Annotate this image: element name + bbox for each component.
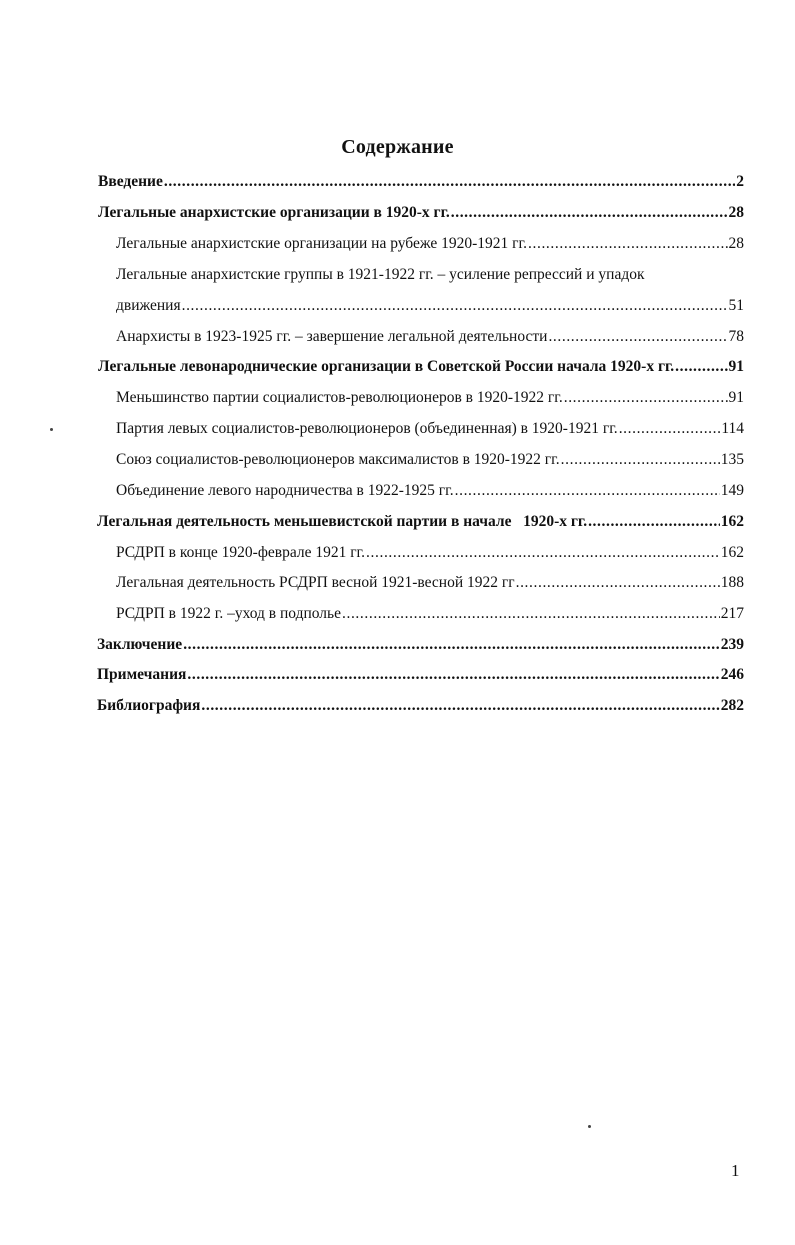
- leader-dots: [619, 419, 721, 439]
- leader-dots: [516, 573, 720, 593]
- leader-dots: [342, 604, 720, 624]
- toc-entry-page: 2: [736, 173, 744, 190]
- leader-dots: [164, 172, 735, 192]
- leader-dots: [564, 388, 728, 408]
- leader-dots: [675, 357, 727, 377]
- toc-entry-conclusion[interactable]: [97, 635, 744, 655]
- toc-subentry-anarchist-1923-1925[interactable]: [116, 327, 744, 347]
- toc-entry-page: 28: [728, 235, 744, 252]
- leader-dots: [455, 481, 720, 501]
- toc-subentry-rsdrp-1922[interactable]: [116, 604, 744, 624]
- toc-subentry-sr-minority[interactable]: [116, 388, 744, 408]
- page-number: 1: [731, 1161, 740, 1180]
- toc-subentry-anarchist-1920-1921[interactable]: [116, 234, 744, 254]
- toc-entry-label: Легальная деятельность меньшевистской партии в начале 1920-х гг.: [97, 513, 588, 530]
- toc-entry-bibliography[interactable]: [97, 696, 744, 716]
- toc-subentry-rsdrp-legal-activity[interactable]: [116, 573, 744, 593]
- toc-entry-label: Заключение: [97, 636, 183, 653]
- leader-dots: [548, 327, 727, 347]
- toc-entry-label: Объединение левого народничества в 1922-1925 гг.: [116, 482, 454, 499]
- leader-dots: [201, 696, 719, 716]
- toc-entry-page: 78: [728, 328, 744, 345]
- toc-entry-anarchist-orgs[interactable]: [98, 203, 744, 223]
- toc-entry-page: 217: [720, 605, 744, 622]
- toc-entry-label: движения: [116, 297, 181, 314]
- toc-entry-page: 51: [728, 297, 744, 314]
- leader-dots: [588, 512, 720, 532]
- toc-entry-label: Союз социалистов-революционеров максималистов в 1920-1922 гг.: [116, 451, 560, 468]
- leader-dots: [528, 234, 727, 254]
- toc-entry-page: 162: [720, 544, 744, 561]
- leader-dots: [561, 450, 720, 470]
- toc-entry-label: Введение: [98, 173, 163, 190]
- toc-entry-page: 114: [721, 420, 744, 437]
- toc-subentry-anarchist-1921-1922[interactable]: [116, 296, 744, 316]
- toc-entry-label: Библиография: [97, 697, 201, 714]
- toc-entry-label: Легальные анархистские организации на рубеже 1920-1921 гг.: [116, 235, 528, 252]
- toc-entry-label: РСДРП в 1922 г. –уход в подполье: [116, 605, 341, 622]
- toc-entry-label: Меньшинство партии социалистов-революционеров в 1920-1922 гг.: [116, 389, 563, 406]
- toc-subentry-left-sr-party[interactable]: [116, 419, 744, 439]
- toc-entry-page: 91: [728, 389, 744, 406]
- toc-entry-label: Партия левых социалистов-революционеров (объединенная) в 1920-1921 гг.: [116, 420, 618, 437]
- toc-entry-label: Легальные левонароднические организации в Советской России начала 1920-х гг.: [98, 358, 675, 375]
- toc-entry-label: Легальная деятельность РСДРП весной 1921-весной 1922 гг: [116, 574, 515, 591]
- toc-entry-label: Примечания: [97, 666, 187, 683]
- toc-entry-page: 282: [720, 697, 744, 714]
- toc-entry-label: Легальные анархистские организации в 1920-х гг.: [98, 204, 450, 221]
- toc-entry-page: 135: [720, 451, 744, 468]
- toc-entry-page: 162: [720, 513, 744, 530]
- toc-entry-menshevik-party[interactable]: [97, 512, 744, 532]
- toc-subentry-sr-maximalists[interactable]: [116, 450, 744, 470]
- scan-speck: [588, 1125, 591, 1128]
- toc-subentry-left-populism-union[interactable]: [116, 481, 744, 501]
- toc-entry-page: 188: [720, 574, 744, 591]
- leader-dots: [183, 635, 720, 655]
- scan-speck: [50, 428, 53, 431]
- toc-entry-page: 246: [720, 666, 744, 683]
- leader-dots: [182, 296, 728, 316]
- toc-entry-page: 28: [728, 204, 744, 221]
- toc-entry-left-populist-orgs[interactable]: [98, 357, 744, 377]
- toc-entry-page: 149: [720, 482, 744, 499]
- toc-entry-label: Анархисты в 1923-1925 гг. – завершение легальной деятельности: [116, 328, 548, 345]
- toc-subentry-rsdrp-1920-1921[interactable]: [116, 543, 744, 563]
- toc-entry-page: 91: [728, 358, 744, 375]
- leader-dots: [187, 665, 719, 685]
- toc-subentry-anarchist-1921-1922-line1[interactable]: Легальные анархистские группы в 1921-1922 гг. – усиление репрессий и упадок: [116, 266, 645, 283]
- page-title: Содержание: [341, 136, 454, 158]
- toc-entry-page: 239: [720, 636, 744, 653]
- leader-dots: [366, 543, 720, 563]
- toc-entry-notes[interactable]: [97, 665, 744, 685]
- toc-entry-introduction[interactable]: [98, 172, 744, 192]
- leader-dots: [451, 203, 728, 223]
- toc-entry-label: РСДРП в конце 1920-феврале 1921 гг.: [116, 544, 366, 561]
